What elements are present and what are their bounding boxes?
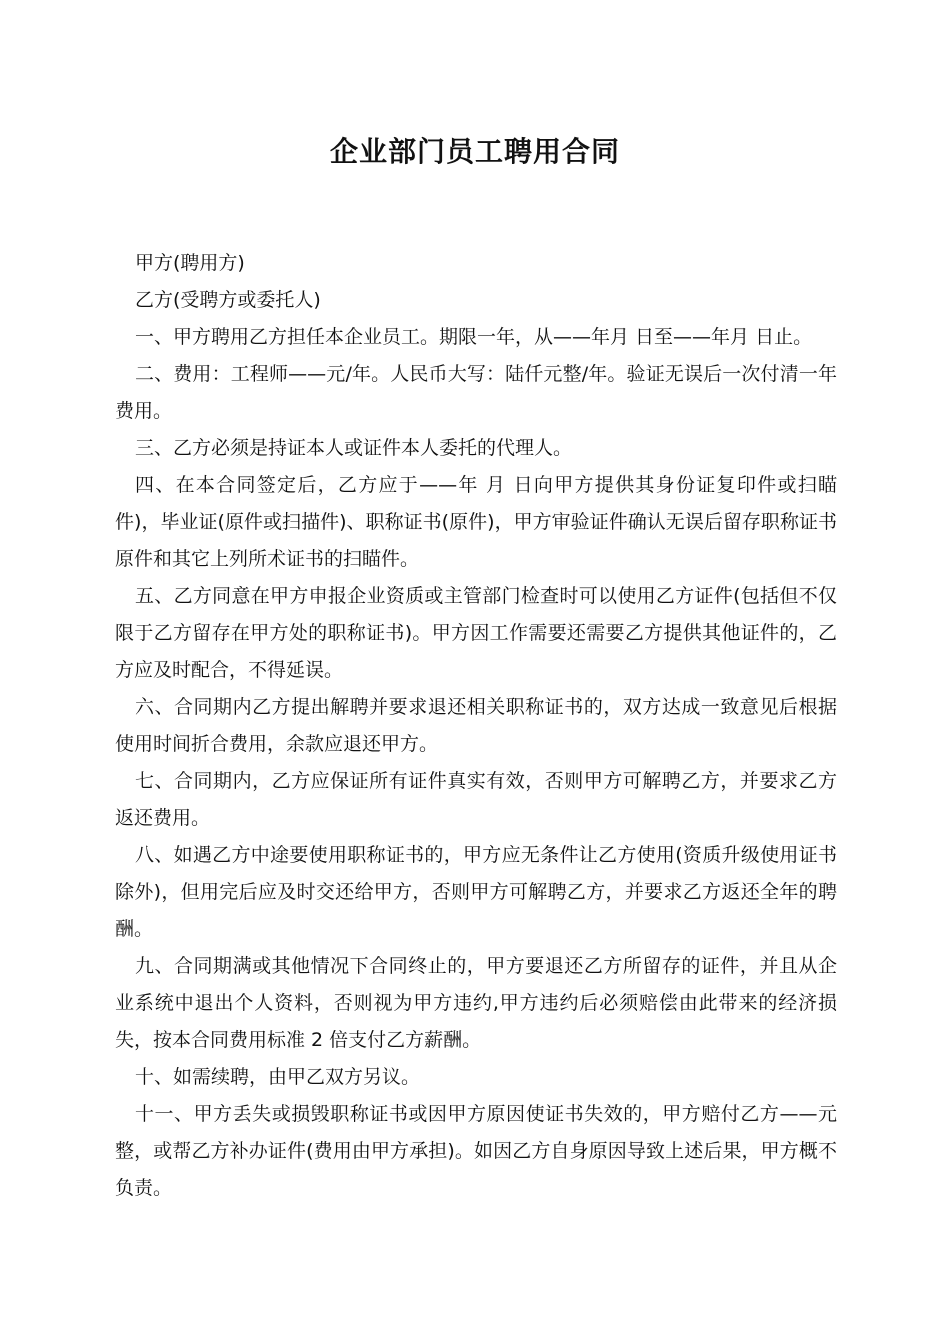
- clause-10: 十、如需续聘，由甲乙双方另议。: [135, 1066, 421, 1088]
- document-title: 企业部门员工聘用合同: [329, 135, 620, 168]
- party-b-line: 乙方(受聘方或委托人): [135, 289, 321, 311]
- party-a-line: 甲方(聘用方): [135, 252, 245, 274]
- clause-3: 三、乙方必须是持证本人或证件本人委托的代理人。: [135, 437, 573, 459]
- clause-5: 五、乙方同意在甲方申报企业资质或主管部门检查时可以使用乙方证件(包括但不仅限于乙方留存在甲方处的职称证书)。甲方因工作需要还需要乙方提供其他证件的，乙方应及时配合，不得延误。: [115, 585, 837, 681]
- clause-9: 九、合同期满或其他情况下合同终止的，甲方要退还乙方所留存的证件，并且从企业系统中退出个人资料，否则视为甲方违约,甲方违约后必须赔偿由此带来的经济损失，按本合同费用标准 2 倍支付乙方薪酬。: [115, 955, 837, 1051]
- clause-8: 八、如遇乙方中途要使用职称证书的，甲方应无条件让乙方使用(资质升级使用证书除外)，但用完后应及时交还给甲方，否则甲方可解聘乙方，并要求乙方返还全年的聘酬。: [115, 844, 837, 940]
- contract-body: [115, 245, 837, 1207]
- clause-7: 七、合同期内，乙方应保证所有证件真实有效，否则甲方可解聘乙方，并要求乙方返还费用。: [115, 770, 837, 829]
- clause-2: 二、费用：工程师——元/年。人民币大写：陆仟元整/年。验证无误后一次付清一年费用。: [115, 363, 837, 422]
- clause-11: 十一、甲方丢失或损毁职称证书或因甲方原因使证书失效的，甲方赔付乙方——元整，或帮乙方补办证件(费用由甲方承担)。如因乙方自身原因导致上述后果，甲方概不负责。: [115, 1103, 837, 1199]
- clause-6: 六、合同期内乙方提出解聘并要求退还相关职称证书的，双方达成一致意见后根据使用时间折合费用，余款应退还甲方。: [115, 696, 837, 755]
- clause-1: 一、甲方聘用乙方担任本企业员工。期限一年，从——年月 日至——年月 日止。: [135, 326, 813, 348]
- clause-4: 四、在本合同签定后，乙方应于——年 月 日向甲方提供其身份证复印件或扫瞄件)，毕业证(原件或扫描件)、职称证书(原件)，甲方审验证件确认无误后留存职称证书原件和其它上列所术证书的扫瞄件。: [115, 474, 837, 570]
